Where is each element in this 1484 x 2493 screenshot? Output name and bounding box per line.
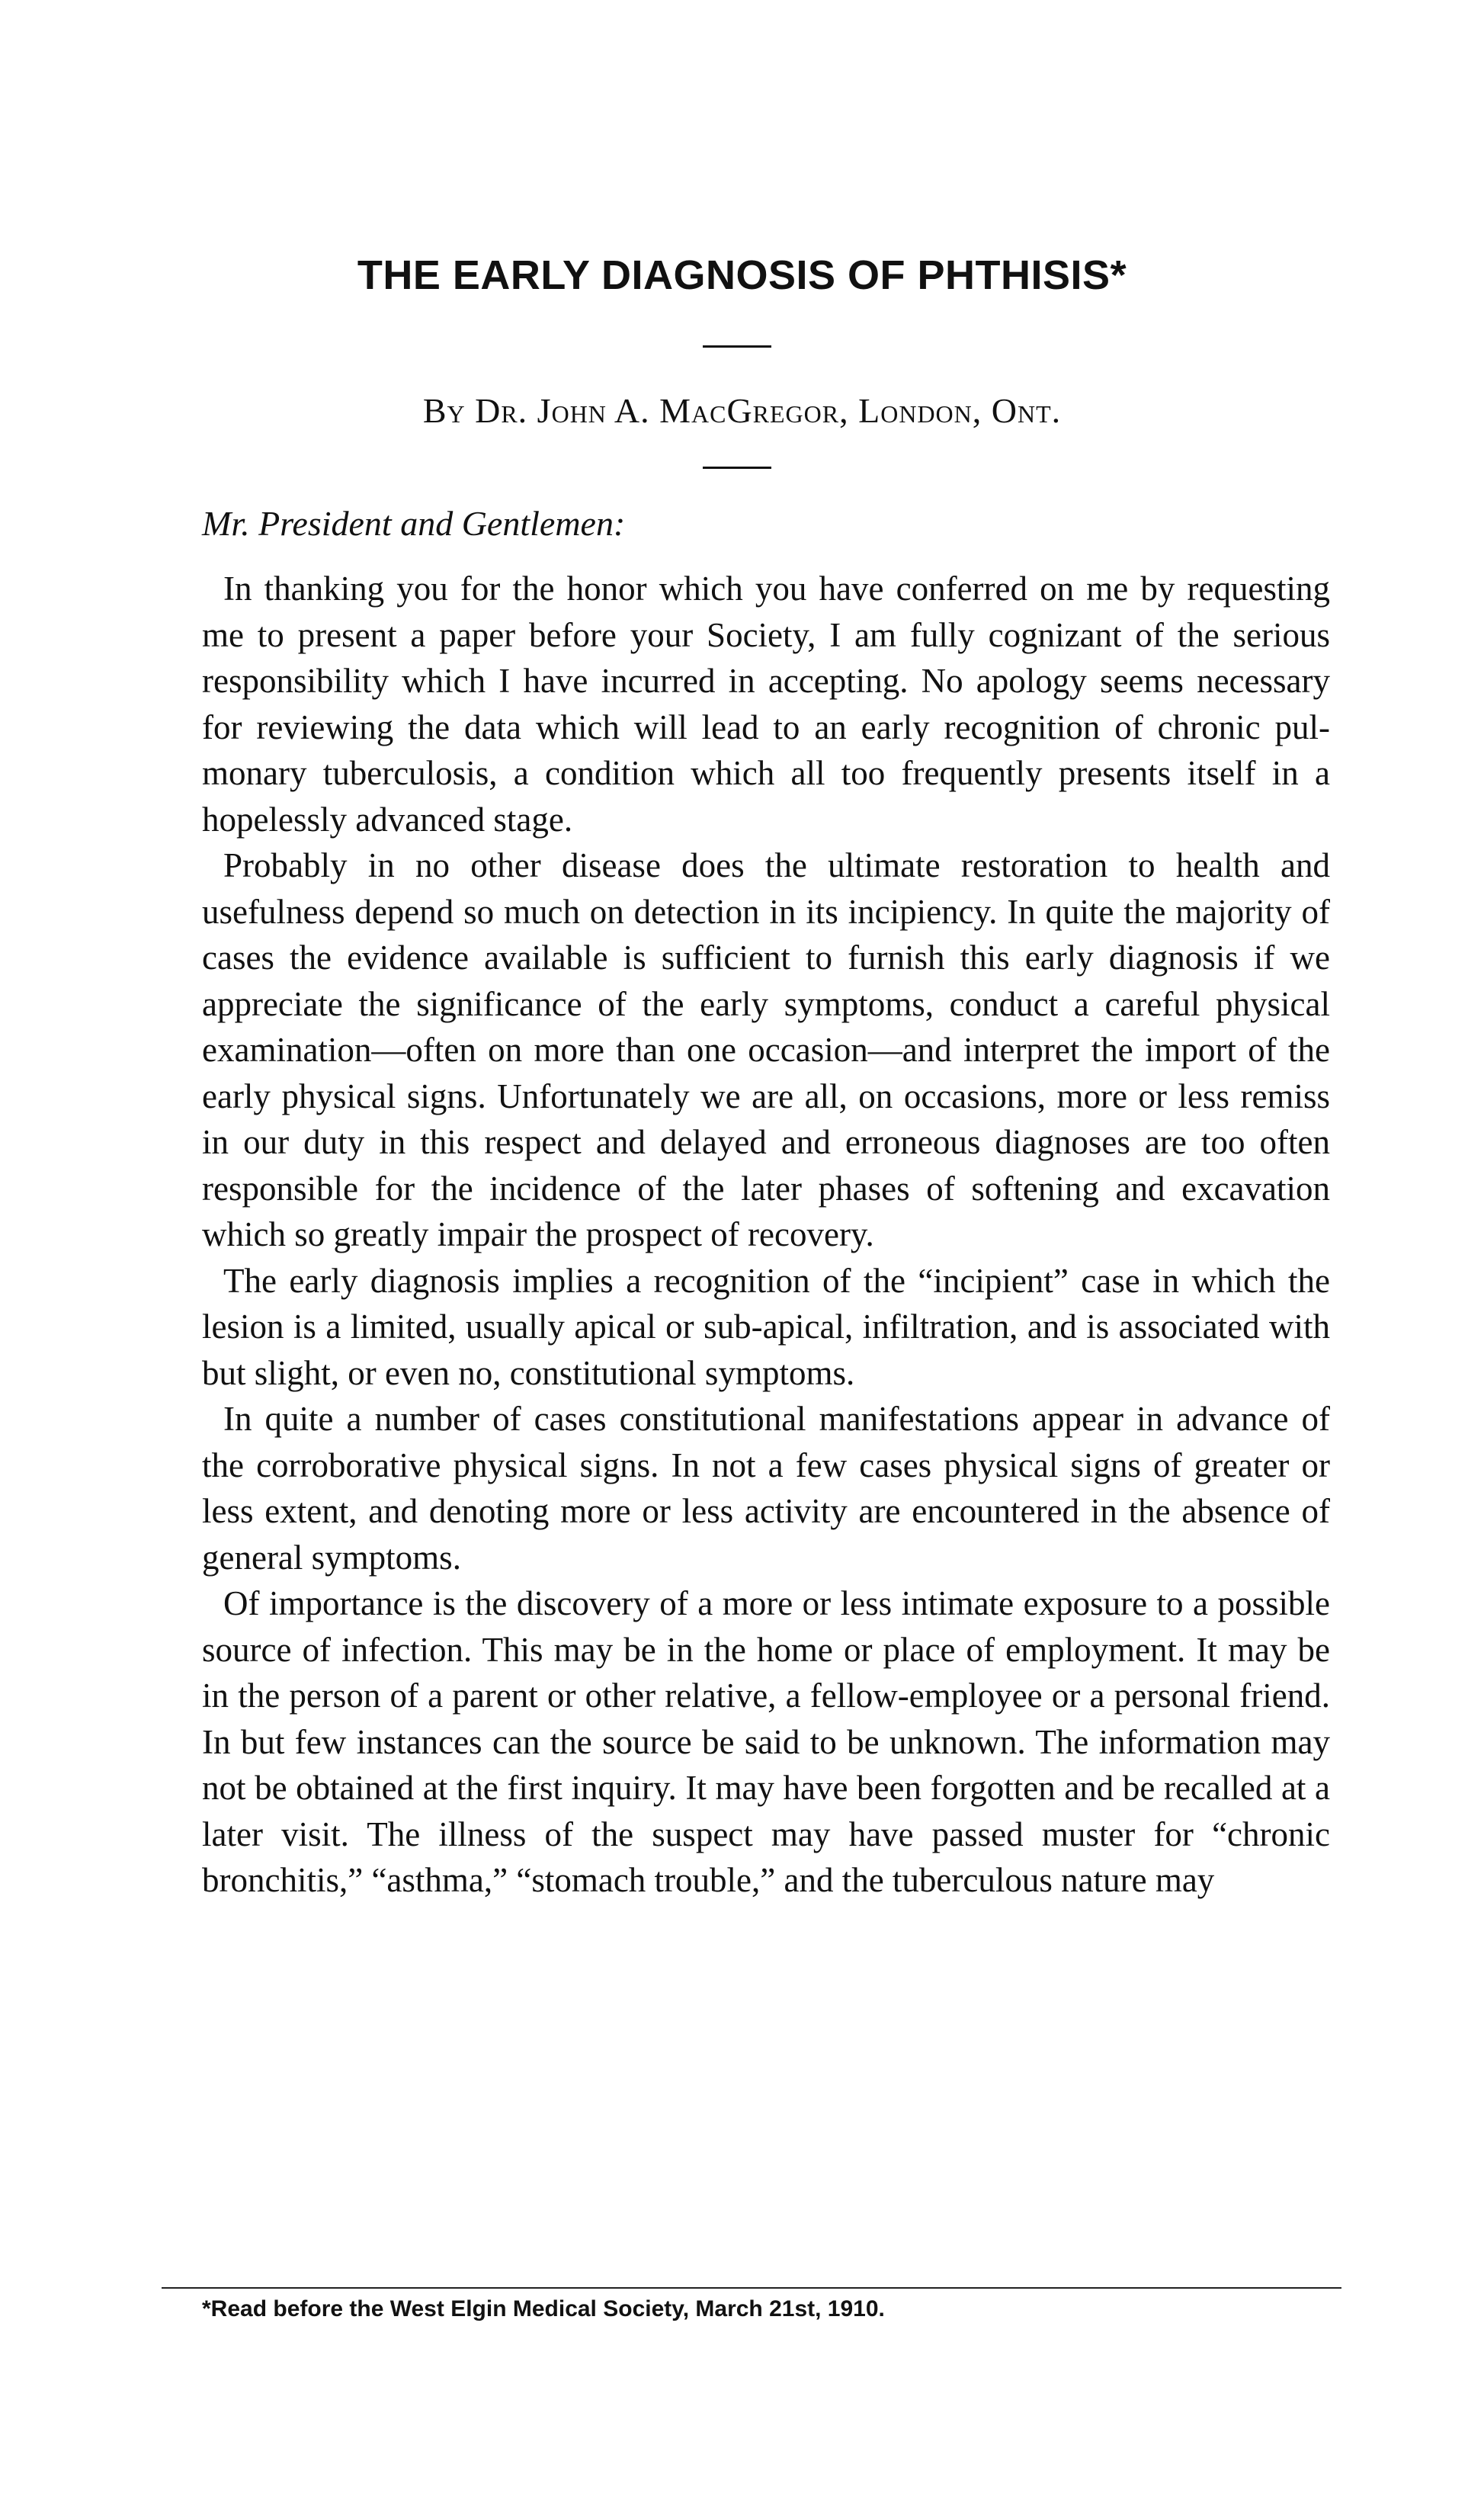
byline-divider [703,467,771,469]
article-body [202,566,1330,1904]
paragraph: Of importance is the discovery of a more or less intimate exposure to a possible source of infection. This may be in the home or place of employment. It may be in the person of a parent or other relative, a fellow-employee or a personal friend. In but few instances can the source be said to be unknown. The information may not be obtained at the first inquiry. It may have been forgotten and be recalled at a later visit. The illness of the suspect may have passed muster for “chronic bronchitis,” “asthma,” “stomach trouble,” and the tuberculous nature may [202,1584,1330,1899]
salutation: Mr. President and Gentlemen: [202,504,626,543]
paragraph: The early diagnosis implies a recognition of the “incipient” case in which the lesion is a limited, usually apical or sub-apical, infiltration, and is associated with but slight, or even no, constitutional symptoms. [202,1261,1330,1392]
paragraph: In thanking you for the honor which you have conferred on me by requesting me to present a paper before your Society, I am fully cognizant of the serious responsibility which I have incurred in accepting. No apology seems necessary for reviewing the data which will lead to an early recognition of chronic pulmonary tuberculosis, a condition which all too frequently presents itself in a hopelessly advanced stage. [202,570,1330,839]
article-title: THE EARLY DIAGNOSIS OF PHTHISIS* [357,252,1127,298]
paragraph: Probably in no other disease does the ultimate restoration to health and usefulness depend so much on detection in its incipiency. In quite the majority of cases the evidence available is sufficient to furnish this early diagnosis if we appreciate the significance of the early symptoms, conduct a careful physical examination—often on more than one occasion—and interpret the import of the early physical signs. Unfortunately we are all, on occasions, more or less remiss in our duty in this respect and delayed and erroneous diagnoses are too often responsible for the incidence of the later phases of softening and excavation which so greatly impair the prospect of recovery. [202,846,1330,1253]
footnote-divider [162,2287,1341,2289]
author-byline: By Dr. John A. MacGregor, London, Ont. [422,391,1062,430]
paragraph: In quite a number of cases constitutional manifestations appear in advance of the corroborative physical signs. In not a few cases physical signs of greater or less extent, and denoting more or less activity are encountered in the absence of general symptoms. [202,1400,1330,1577]
footnote: *Read before the West Elgin Medical Society, March 21st, 1910. [202,2296,885,2321]
title-divider [703,345,771,348]
